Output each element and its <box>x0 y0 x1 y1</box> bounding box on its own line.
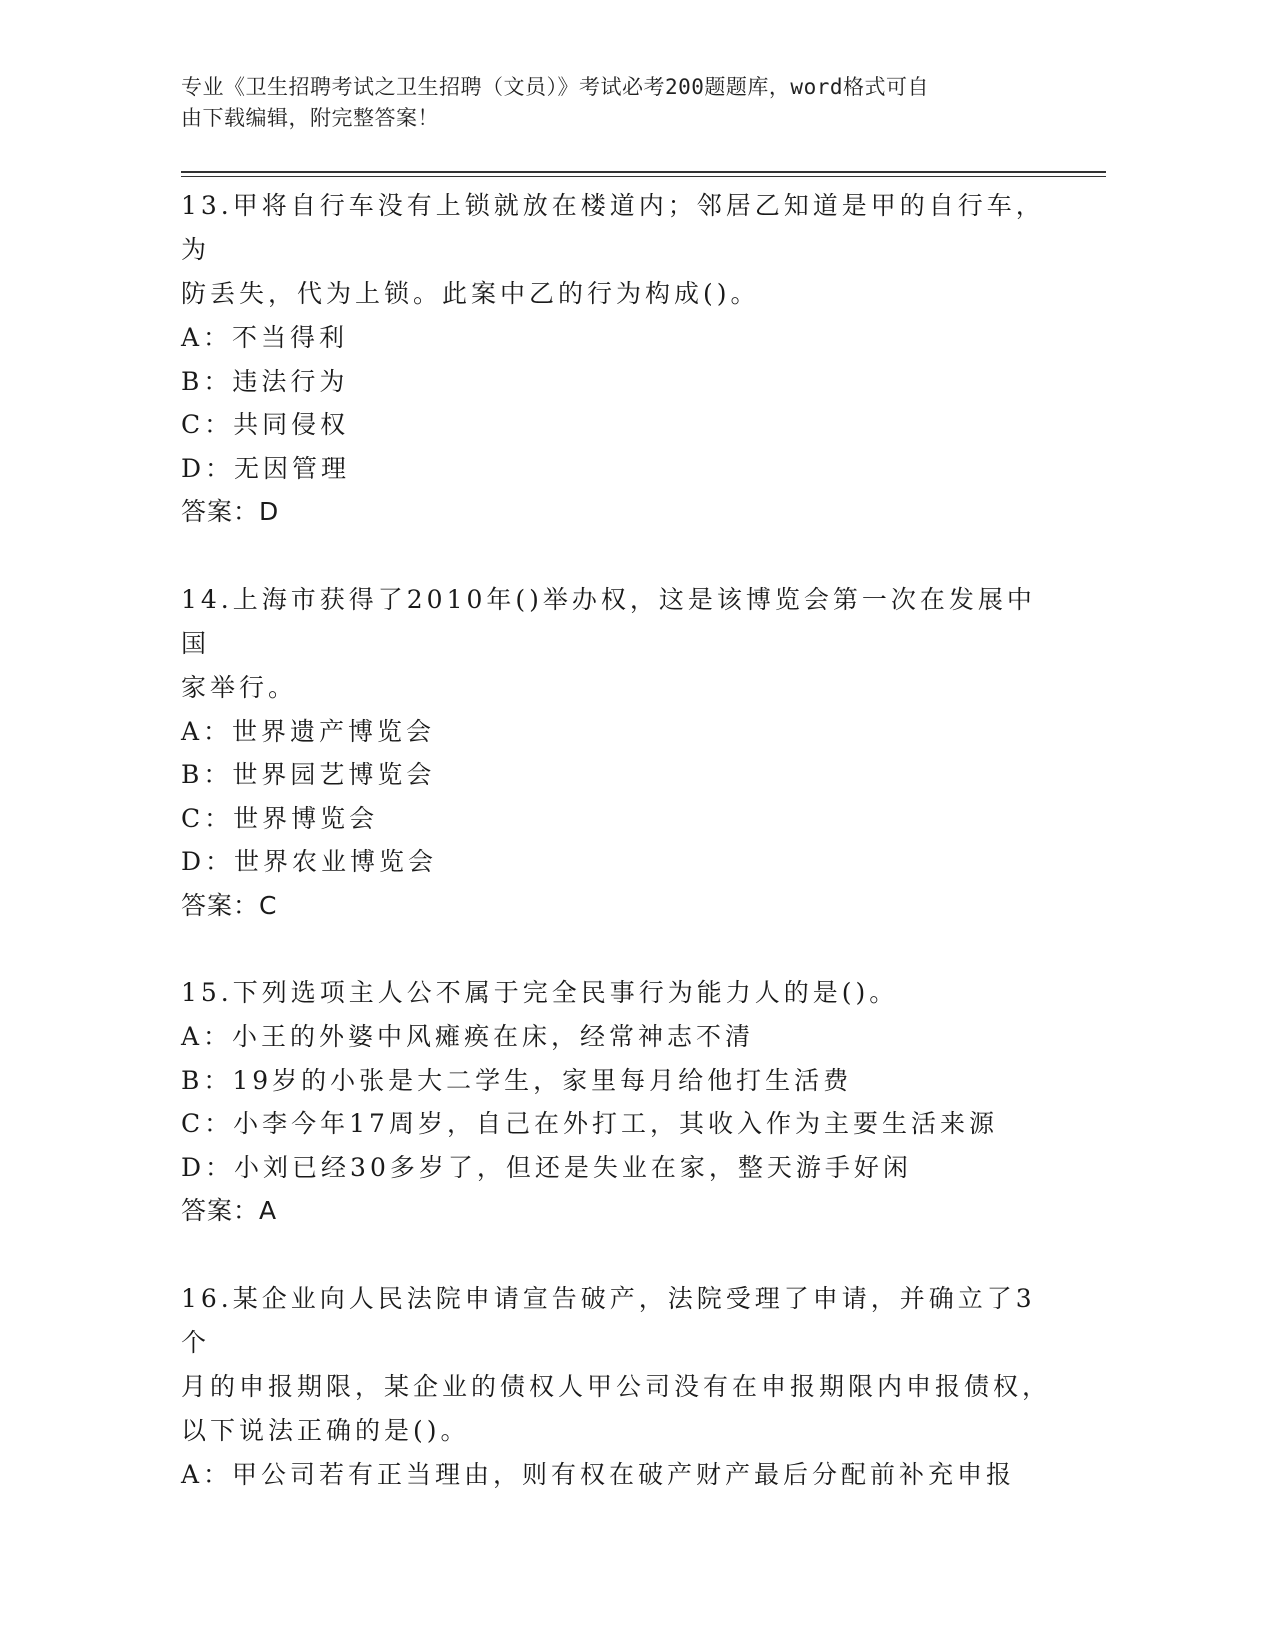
question-stem-line: 13.甲将自行车没有上锁就放在楼道内；邻居乙知道是甲的自行车，为 <box>181 191 1045 264</box>
option-b: B：世界园艺博览会 <box>181 760 436 789</box>
option-a: A：小王的外婆中风瘫痪在床，经常神志不清 <box>181 1022 755 1051</box>
question-15 <box>181 971 1061 1233</box>
option-b: B：19岁的小张是大二学生，家里每月给他打生活费 <box>181 1065 853 1095</box>
document-header <box>181 72 1041 134</box>
option-a: A：不当得利 <box>181 323 349 352</box>
option-d: D：小刘已经30多岁了，但还是失业在家，整天游手好闲 <box>181 1152 912 1182</box>
answer-line: 答案：D <box>181 497 280 526</box>
header-divider-thick <box>181 171 1106 173</box>
question-list <box>181 184 1061 1540</box>
question-stem-line: 月的申报期限，某企业的债权人甲公司没有在申报期限内申报债权， <box>181 1371 1052 1401</box>
option-d: D：世界农业博览会 <box>181 847 438 876</box>
header-divider-thin <box>181 176 1106 177</box>
question-stem-line: 防丢失，代为上锁。此案中乙的行为构成()。 <box>181 279 760 308</box>
question-16 <box>181 1277 1061 1497</box>
option-c: C：小李今年17周岁，自己在外打工，其收入作为主要生活来源 <box>181 1109 998 1138</box>
answer-line: 答案：A <box>181 1196 278 1225</box>
question-13 <box>181 184 1061 534</box>
option-c: C：世界博览会 <box>181 803 379 833</box>
option-d: D：无因管理 <box>181 453 351 483</box>
header-line-2: 由下载编辑，附完整答案！ <box>181 106 439 130</box>
header-line-1: 专业《卫生招聘考试之卫生招聘（文员）》考试必考200题题库，word格式可自 <box>181 75 929 99</box>
question-stem-line: 15.下列选项主人公不属于完全民事行为能力人的是()。 <box>181 978 899 1007</box>
option-a: A：世界遗产博览会 <box>181 716 436 746</box>
answer-line: 答案：C <box>181 890 278 920</box>
question-stem-line: 以下说法正确的是()。 <box>181 1415 470 1445</box>
question-stem-line: 14.上海市获得了2010年()举办权，这是该博览会第一次在发展中国 <box>181 584 1036 658</box>
option-b: B：违法行为 <box>181 366 349 396</box>
question-stem-line: 16.某企业向人民法院申请宣告破产，法院受理了申请，并确立了3个 <box>181 1283 1036 1357</box>
option-a: A：甲公司若有正当理由，则有权在破产财产最后分配前补充申报 <box>181 1459 1016 1489</box>
option-c: C：共同侵权 <box>181 410 350 439</box>
question-14 <box>181 578 1061 928</box>
question-stem-line: 家举行。 <box>181 672 298 702</box>
